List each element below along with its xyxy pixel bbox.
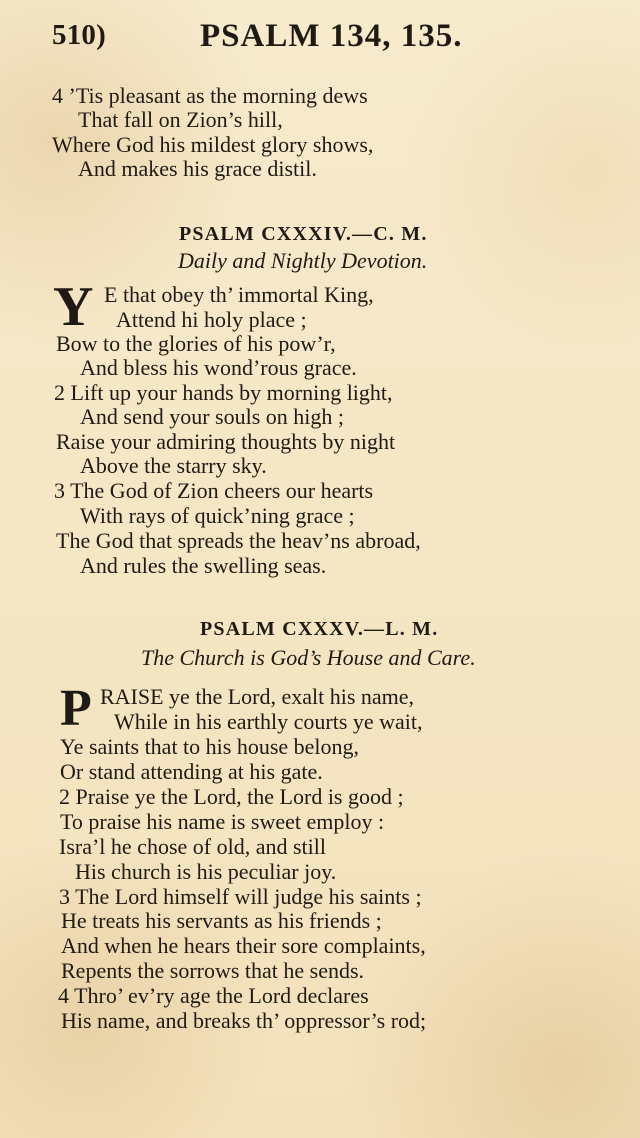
page-header (0, 18, 640, 60)
psalm-134-line-4: And bless his wond’rous grace. (80, 355, 357, 380)
psalm-135-drop-cap: P (60, 680, 92, 737)
page-number: 510) (52, 19, 106, 51)
psalm-134-line-9: 3 The God of Zion cheers our hearts (54, 478, 374, 503)
psalm-134-line-2: Attend hi holy place ; (116, 307, 307, 332)
psalm-135-line-11: And when he hears their sore complaints, (61, 933, 426, 958)
psalm-135-heading: PSALM CXXXV.—L. M. (200, 618, 439, 640)
psalm-135-line-3: Ye saints that to his house belong, (60, 734, 360, 759)
psalm-135-line-14: His name, and breaks th’ oppressor’s rod; (61, 1008, 427, 1033)
running-title: PSALM 134, 135. (200, 18, 463, 54)
psalm-135-line-9: 3 The Lord himself will judge his saints ; (59, 884, 422, 909)
psalm-134-line-10: With rays of quick’ning grace ; (80, 503, 355, 528)
psalm-135-line-1: RAISE ye the Lord, exalt his name, (100, 684, 415, 709)
psalm-134-line-11: The God that spreads the heav’ns abroad, (56, 528, 421, 553)
psalm-134-line-5: 2 Lift up your hands by morning light, (54, 380, 393, 405)
psalm-135-line-10: He treats his servants as his friends ; (61, 908, 382, 933)
psalm-134-line-3: Bow to the glories of his pow’r, (56, 331, 336, 356)
psalm-135-line-4: Or stand attending at his gate. (60, 759, 323, 784)
psalm-135-line-12: Repents the sorrows that he sends. (61, 958, 365, 983)
psalm-135-line-7: Isra’l he chose of old, and still (59, 834, 326, 859)
psalm-134-line-1: E that obey th’ immortal King, (104, 282, 374, 307)
psalm-134-heading: PSALM CXXXIV.—C. M. (179, 223, 428, 245)
intro-line-2: That fall on Zion’s hill, (78, 107, 283, 132)
psalm-135-line-13: 4 Thro’ ev’ry age the Lord declares (58, 983, 369, 1008)
psalm-135-line-8: His church is his peculiar joy. (75, 859, 337, 884)
intro-line-1: 4 ’Tis pleasant as the morning dews (52, 83, 368, 108)
psalm-134-line-8: Above the starry sky. (80, 453, 267, 478)
psalm-134-line-12: And rules the swelling seas. (80, 553, 327, 578)
psalm-134-drop-cap: Y (53, 276, 94, 338)
psalm-135-line-2: While in his earthly courts ye wait, (114, 709, 423, 734)
intro-line-4: And makes his grace distil. (78, 156, 317, 181)
psalm-134-line-6: And send your souls on high ; (80, 404, 344, 429)
psalm-135-subtitle: The Church is God’s House and Care. (141, 645, 476, 670)
psalm-134-subtitle: Daily and Nightly Devotion. (178, 248, 428, 273)
psalm-134-line-7: Raise your admiring thoughts by night (56, 429, 396, 454)
intro-line-3: Where God his mildest glory shows, (52, 132, 374, 157)
psalm-135-line-6: To praise his name is sweet employ : (60, 809, 385, 834)
psalm-135-line-5: 2 Praise ye the Lord, the Lord is good ; (59, 784, 404, 809)
